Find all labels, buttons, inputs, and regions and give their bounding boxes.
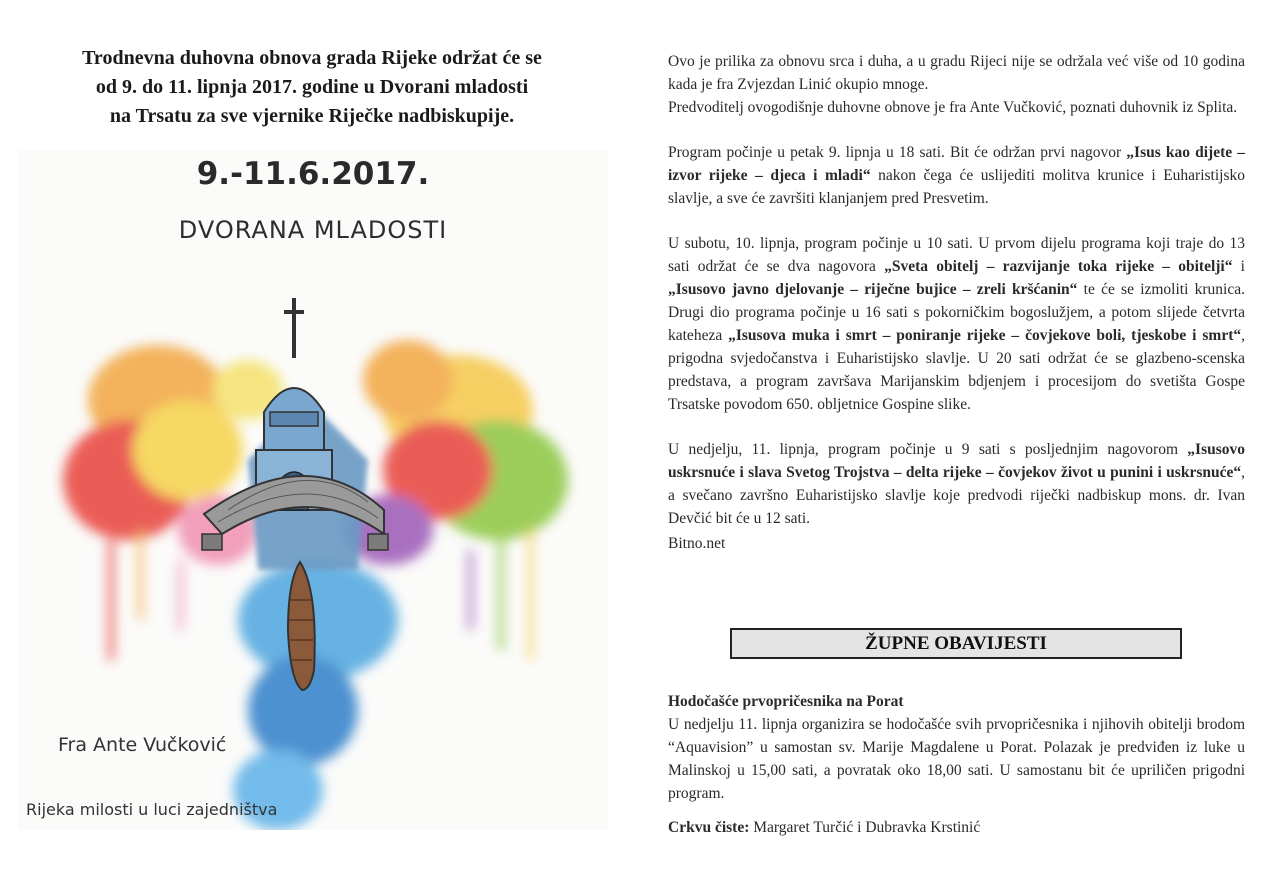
section-heading-parish-notices: ŽUPNE OBAVIJESTI	[730, 628, 1182, 659]
saturday-text-4: , prigodna svjedočanstva i Euharistijsko slavlje. U 20 sati održat će se glazbeno-scenska predstava, a program završava Marijanskim bdjenjem i procesijom do svetišta Gospe Trsatske povodom 650. obljetnice Gospine slike.	[668, 327, 1245, 413]
saturday-talk-3: „Isusova muka i smrt – poniranje rijeke – čovjekove boli, tjeskobe i smrt“	[728, 327, 1242, 344]
event-poster	[18, 150, 608, 830]
cleaning-names: Margaret Turčić i Dubravka Krstinić	[749, 819, 981, 836]
headline-line-2: od 9. do 11. lipnja 2017. godine u Dvorani mladosti	[95, 76, 529, 98]
pilgrimage-notice	[668, 690, 1245, 805]
article-source: Bitno.net	[668, 535, 726, 552]
friday-text-2: nakon čega će uslijediti molitva krunice i Euharistijsko slavlje, a sve će završiti klanjanjem pred Presvetim.	[668, 167, 1245, 207]
church-cleaning-line	[668, 816, 980, 839]
poster-date: 9.-11.6.2017.	[196, 156, 430, 192]
saturday-text-3: te će se izmoliti krunica. Drugi dio programa počinje u 16 sati s pokorničkim bogoslužjem, a potom slijede četvrta kateheza	[668, 281, 1245, 344]
article-body	[668, 50, 1245, 555]
sunday-text-2: , a svečano završno Euharistijsko slavlje koje predvodi riječki nadbiskup mons. dr. Ivan Devčić bit će u 12 sati.	[668, 464, 1245, 527]
sunday-talk-title: „Isusovo uskrsnuće i slava Svetog Trojstva – delta rijeke – čovjekov život u punini i uskrsnuće“	[668, 441, 1245, 481]
event-headline	[30, 44, 594, 131]
cleaning-label: Crkvu čiste:	[668, 819, 750, 836]
article-sunday	[668, 438, 1245, 530]
article-friday	[668, 141, 1245, 210]
poster-venue: DVORANA MLADOSTI	[178, 216, 448, 244]
friday-talk-title: „Isus kao dijete – izvor rijeke – djeca i mladi“	[668, 144, 1245, 184]
friday-text-1: Program počinje u petak 9. lipnja u 18 sati. Bit će održan prvi nagovor	[668, 144, 1127, 161]
article-leader	[668, 96, 1245, 119]
notice-text: U nedjelju 11. lipnja organizira se hodočašće svih prvopričesnika i njihovih obitelji brodom “Aquavision” u samostan sv. Marije Magdalene u Porat. Polazak je predviđen iz luke u Malinskoj u 15,00 sati, a povratak oko 18,00 sati. U samostanu bit će upriličen prigodni program.	[668, 716, 1245, 802]
poster-slogan: Rijeka milosti u luci zajedništva	[26, 800, 278, 819]
watercolor-church-illustration	[18, 150, 608, 830]
saturday-text-2: i	[1232, 258, 1245, 275]
saturday-talk-1: „Sveta obitelj – razvijanje toka rijeke – obitelji“	[884, 258, 1233, 275]
headline-line-1: Trodnevna duhovna obnova grada Rijeke održat će se	[82, 47, 542, 69]
poster-author: Fra Ante Vučković	[58, 734, 227, 756]
headline-line-3: na Trsatu za sve vjernike Riječke nadbiskupije.	[109, 105, 515, 127]
intro-sentence-1: Ovo je prilika za obnovu srca i duha, a u gradu Rijeci nije se održala već više od 10 godina kada je fra Zvjezdan Linić okupio mnoge.	[668, 53, 1245, 93]
article-saturday	[668, 232, 1245, 416]
article-intro	[668, 50, 1245, 96]
notice-heading	[668, 690, 1245, 713]
intro-sentence-2: Predvoditelj ovogodišnje duhovne obnove je fra Ante Vučković, poznati duhovnik iz Splita.	[668, 99, 1238, 116]
sunday-text-1: U nedjelju, 11. lipnja, program počinje u 9 sati s posljednjim nagovorom	[668, 441, 1188, 458]
saturday-text-1: U subotu, 10. lipnja, program počinje u 10 sati. U prvom dijelu programa koji traje do 13 sati održat će se dva nagovora	[668, 235, 1245, 275]
notice-heading-text: Hodočašće prvopričesnika na Porat	[668, 693, 904, 710]
saturday-talk-2: „Isusovo javno djelovanje – riječne bujice – zreli kršćanin“	[668, 281, 1078, 298]
